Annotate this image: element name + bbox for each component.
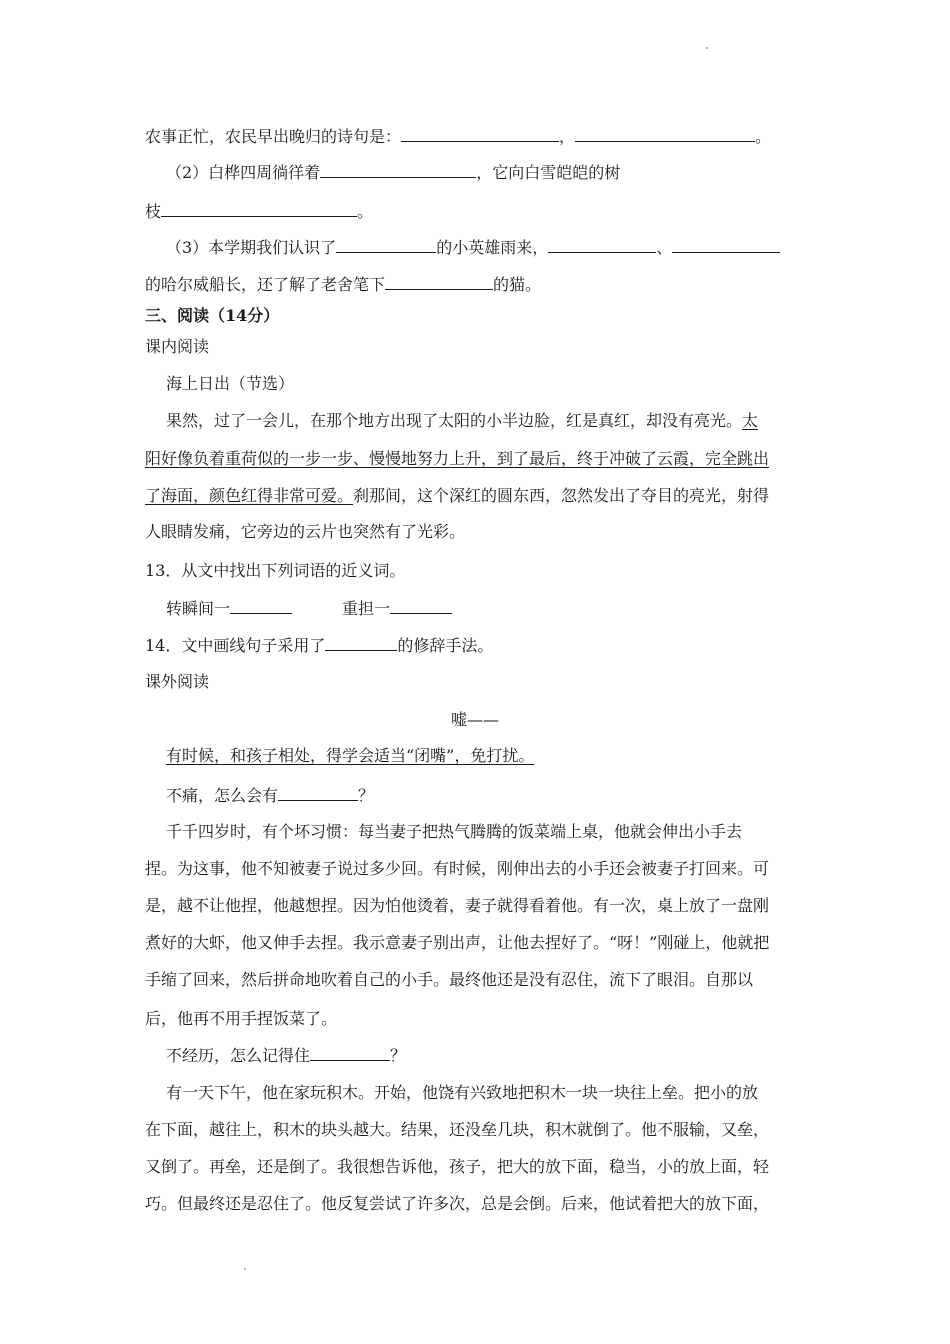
answer-blank-1[interactable]: [401, 126, 559, 142]
passage-line-4: 人眼睛发痛，它旁边的云片也突然有了光彩。: [145, 522, 466, 541]
answer-blank-11[interactable]: [325, 635, 397, 651]
outer-passage-subtitle: 有时候，和孩子相处，得学会适当“闭嘴”，免打扰。: [166, 746, 535, 765]
text: 的猫。: [493, 275, 542, 294]
text: 。: [357, 202, 374, 221]
outer-p1-line-5: 手缩了回来，然后拼命地吹着自己的小手。最终他还是没有忍住，流下了眼泪。自那以: [145, 970, 754, 989]
subheading-2: [166, 1045, 406, 1066]
text: 转瞬间一: [166, 599, 231, 618]
text: 不痛，怎么会有: [166, 786, 279, 805]
text: 、: [656, 238, 673, 257]
outer-p1-line-1: 千千四岁时，有个坏习惯：每当妻子把热气腾腾的饭菜端上桌，他就会伸出小手去: [166, 822, 743, 841]
outer-p2-line-4: 巧。但最终还是忍住了。他反复尝试了许多次，总是会倒。后来，他试着把大的放下面，: [145, 1194, 770, 1213]
character-question-line: [166, 237, 780, 258]
text: 。: [755, 127, 772, 146]
text: 重担一: [342, 599, 391, 618]
question-13-items: [166, 598, 452, 619]
answer-blank-8[interactable]: [385, 274, 493, 290]
inner-reading-label: 课内阅读: [145, 337, 210, 356]
answer-blank-7[interactable]: [672, 237, 780, 253]
scan-dot-bottom: [244, 1268, 246, 1270]
scan-dot-top: [706, 47, 708, 49]
outer-p1-line-6: 后，他再不用手捏饭菜了。: [145, 1009, 338, 1028]
answer-blank-2[interactable]: [575, 126, 755, 142]
subheading-1: [166, 785, 374, 806]
character-question-line-2: [145, 274, 541, 295]
text: 不经历，怎么记得住: [166, 1046, 311, 1065]
text: 的哈尔威船长，还了解了老舍笔下: [145, 275, 386, 294]
answer-blank-9[interactable]: [230, 598, 292, 614]
text: ，: [559, 127, 576, 146]
answer-blank-6[interactable]: [548, 237, 656, 253]
outer-p2-line-2: 在下面，越往上，积木的块头越大。结果，还没垒几块，积木就倒了。他不服输，又垒，: [145, 1120, 770, 1139]
answer-blank-5[interactable]: [336, 237, 436, 253]
birch-question-line-2: [145, 201, 373, 222]
answer-blank-13[interactable]: [310, 1045, 390, 1061]
text: ？: [390, 1046, 407, 1065]
outer-p2-line-3: 又倒了。再垒，还是倒了。我很想告诉他，孩子，把大的放下面，稳当，小的放上面，轻: [145, 1157, 770, 1176]
passage-line-3: [145, 486, 769, 506]
underlined-text: 了海面，颜色红得非常可爱。: [145, 486, 354, 505]
section-3-title: 三、阅读（14分）: [145, 306, 280, 325]
underlined-text: 太: [742, 411, 759, 430]
outer-p1-line-3: 是，越不让他捏，他越想捏。因为怕他烫着，妻子就得看着他。有一次，桌上放了一盘刚: [145, 896, 770, 915]
text: 的修辞手法。: [397, 636, 494, 655]
question-14: [145, 635, 493, 656]
text: 枝: [145, 202, 162, 221]
text: 果然，过了一会儿，在那个地方出现了太阳的小半边脸，红是真红，却没有亮光。: [166, 411, 743, 430]
text: 14．文中画线句子采用了: [145, 636, 326, 655]
birch-question-line: [166, 162, 620, 183]
outer-p1-line-4: 煮好的大虾，他又伸手去捏。我示意妻子别出声，让他去捏好了。“呀！”刚碰上，他就把: [145, 933, 770, 952]
outer-reading-label: 课外阅读: [145, 672, 210, 691]
answer-blank-4[interactable]: [161, 201, 357, 217]
passage-title: 海上日出（节选）: [166, 374, 295, 393]
outer-p1-line-2: 捏。为这事，他不知被妻子说过多少回。有时候，刚伸出去的小手还会被妻子打回来。可: [145, 859, 770, 878]
question-13: 13．从文中找出下列词语的近义词。: [145, 561, 406, 580]
text: 农事正忙，农民早出晚归的诗句是：: [145, 127, 402, 146]
answer-blank-12[interactable]: [278, 785, 358, 801]
text: 的小英雄雨来，: [436, 238, 549, 257]
text: （3）本学期我们认识了: [166, 238, 337, 257]
answer-blank-3[interactable]: [320, 162, 476, 178]
text: 刹那间，这个深红的圆东西，忽然发出了夺目的亮光，射得: [353, 486, 770, 505]
answer-blank-10[interactable]: [390, 598, 452, 614]
outer-passage-title: 嘘——: [450, 710, 499, 729]
text: （2）白桦四周徜徉着: [166, 163, 321, 182]
outer-p2-line-1: 有一天下午，他在家玩积木。开始，他饶有兴致地把积木一块一块往上垒。把小的放: [166, 1083, 759, 1102]
text: ？: [358, 786, 375, 805]
text: ，它向白雪皑皑的树: [476, 163, 621, 182]
passage-line-1: [166, 411, 758, 431]
passage-line-2: 阳好像负着重荷似的一步一步、慢慢地努力上升，到了最后，终于冲破了云霞，完全跳出: [145, 449, 770, 468]
poem-question-line: [145, 126, 771, 147]
